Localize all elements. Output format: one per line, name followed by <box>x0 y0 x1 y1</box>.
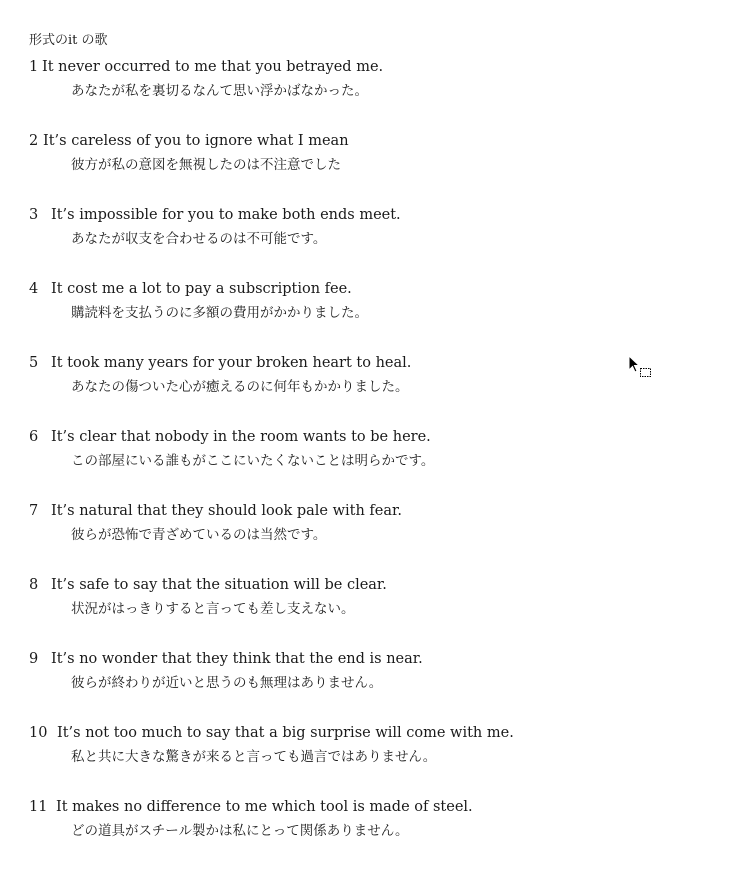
english-text: It never occurred to me that you betrayed me. <box>42 59 384 75</box>
list-item <box>29 132 729 206</box>
english-sentence <box>29 206 729 224</box>
list-item <box>29 576 729 650</box>
english-text: It took many years for your broken heart to heal. <box>51 355 412 371</box>
list-item <box>29 428 729 502</box>
english-sentence <box>29 502 729 520</box>
english-sentence <box>29 58 729 76</box>
japanese-translation: 購読料を支払うのに多額の費用がかかりました。 <box>71 305 368 321</box>
list-item <box>29 354 729 428</box>
list-item <box>29 280 729 354</box>
english-sentence <box>29 724 729 742</box>
english-text: It’s careless of you to ignore what I mean <box>43 133 349 149</box>
english-text: It’s impossible for you to make both ends meet. <box>51 207 401 223</box>
list-item <box>29 650 729 724</box>
entry-number: 1 <box>29 59 39 75</box>
japanese-translation: 彼方が私の意図を無視したのは不注意でした <box>71 157 341 173</box>
english-text: It makes no difference to me which tool is made of steel. <box>56 799 473 815</box>
entry-number: 9 <box>29 651 39 667</box>
english-sentence <box>29 650 729 668</box>
english-text: It’s natural that they should look pale with fear. <box>51 503 402 519</box>
list-item <box>29 724 729 798</box>
japanese-translation: あなたの傷ついた心が癒えるのに何年もかかりました。 <box>71 379 409 395</box>
japanese-translation: 私と共に大きな驚きが来ると言っても過言ではありません。 <box>71 749 437 765</box>
entry-number: 4 <box>29 281 39 297</box>
pointer-with-copy-box-icon <box>628 355 654 379</box>
english-sentence <box>29 798 729 816</box>
japanese-translation: 彼らが終わりが近いと思うのも無理はありません。 <box>71 675 383 691</box>
japanese-translation: あなたが収支を合わせるのは不可能です。 <box>71 231 327 247</box>
japanese-translation: 状況がはっきりすると言っても差し支えない。 <box>71 601 355 617</box>
entry-number: 10 <box>29 725 48 741</box>
english-text: It’s not too much to say that a big surprise will come with me. <box>57 725 514 741</box>
japanese-translation: あなたが私を裏切るなんて思い浮かばなかった。 <box>71 83 368 99</box>
list-item <box>29 58 729 132</box>
document-body <box>29 32 729 872</box>
list-item <box>29 206 729 280</box>
entry-number: 8 <box>29 577 39 593</box>
english-sentence <box>29 354 729 372</box>
list-item <box>29 502 729 576</box>
english-sentence <box>29 576 729 594</box>
english-text: It’s safe to say that the situation will be clear. <box>51 577 387 593</box>
japanese-translation: どの道具がスチール製かは私にとって関係ありません。 <box>71 823 409 839</box>
document-title: 形式のit の歌 <box>29 33 108 48</box>
entry-number: 2 <box>29 133 39 149</box>
list-item <box>29 798 729 872</box>
entry-number: 5 <box>29 355 39 371</box>
japanese-translation: この部屋にいる誰もがここにいたくないことは明らかです。 <box>71 453 435 469</box>
english-text: It’s no wonder that they think that the end is near. <box>51 651 423 667</box>
entry-number: 7 <box>29 503 39 519</box>
entry-number: 11 <box>29 799 48 815</box>
english-sentence <box>29 132 729 150</box>
english-sentence <box>29 428 729 446</box>
entry-number: 6 <box>29 429 39 445</box>
japanese-translation: 彼らが恐怖で青ざめているのは当然です。 <box>71 527 327 543</box>
entry-number: 3 <box>29 207 39 223</box>
english-text: It cost me a lot to pay a subscription fee. <box>51 281 352 297</box>
english-sentence <box>29 280 729 298</box>
english-text: It’s clear that nobody in the room wants to be here. <box>51 429 431 445</box>
